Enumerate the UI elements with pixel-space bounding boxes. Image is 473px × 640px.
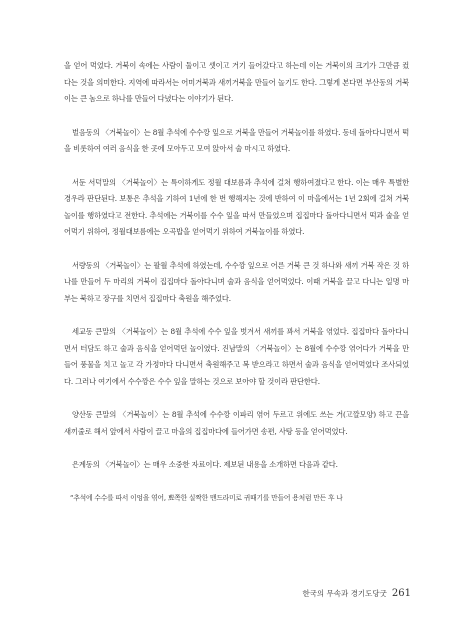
page-number: 261	[391, 588, 411, 599]
paragraph-2: 벌음동의 〈거북놀이〉는 8월 추석에 수수깡 잎으로 거북을 만들어 거북놀이를 하였다. 동네 돌아다니면서 떡을 비롯하여 여러 음식을 한 곳에 모아두고 모여 앉아서 술 마시고 하였다.	[64, 127, 409, 153]
page-footer	[302, 588, 411, 599]
paragraph-4: 서량동의 〈거북놀이〉는 팔월 추석에 하였는데, 수수깡 잎으로 어른 거북 큰 것 하나와 새끼 거북 작은 것 하나를 만들어 두 마리의 거북이 집집마다 돌아다니며 술과 음식을 얻어먹었다. 이때 거북을 끌고 다니는 일명 마부는 북하고 장구를 치면서 집집마다 축원을 해주었다.	[64, 260, 409, 303]
paragraph-3: 서둔 서덕말의 〈거북놀이〉는 특이하게도 정월 대보름과 추석에 걸쳐 행하여졌다고 한다. 이는 매우 특별한 경우라 판단된다. 보통은 추석을 기하여 1년에 한 번 행해지는 것에 반하여 이 마을에서는 1년 2회에 걸쳐 거북놀이를 행하였다고 전한다. 추석에는 거북이를 수수 잎을 따서 만들었으며 집집마다 돌아다니면서 떡과 술을 얻어먹기 위하여, 정월대보름에는 오곡밥을 얻어먹기 위하여 거북놀이를 하였다.	[64, 177, 409, 236]
paragraph-5: 세교동 큰말의 〈거북놀이〉는 8월 추석에 수수 잎을 벗겨서 새끼를 꽈서 거북을 엮었다. 집집마다 돌아다니면서 터담도 하고 술과 음식을 얻어먹던 놀이였다. 진남말의 〈거북놀이〉는 8월에 수수깡 엮어다가 거북을 만들어 풍물을 치고 놀고 각 가정마다 다니면서 축원해주고 복 받으라고 하면서 술과 음식을 얻어먹었다 조사되었다. 그러나 여기에서 수수깡은 수수 잎을 말하는 것으로 보아야 할 것이라 판단한다.	[64, 327, 409, 386]
paragraph-7: 은계동의 〈거북놀이〉는 매우 소중한 자료이다. 제보된 내용을 소개하면 다음과 같다.	[72, 460, 338, 469]
body-text	[64, 58, 409, 505]
quoted-testimony: “추석에 수수를 따서 이엉을 엮어, 뾰쪽한 실짝한 맨드라미로 귀때기를 만들어 용처럼 만든 후 나	[70, 493, 343, 502]
paragraph-1: 을 얻어 먹었다. 거북이 속에는 사람이 둘이고 셋이고 거기 들어갔다고 하는데 이는 거북이의 크기가 그만큼 컸다는 것을 의미한다. 지역에 따라서는 어미거북과 새끼거북을 만들어 놀기도 한다. 그렇게 본다면 부산동의 거북이는 큰 놈으로 하나를 만들어 다녔다는 이야기가 된다.	[64, 61, 409, 103]
paragraph-6: 양산동 큰말의 〈거북놀이〉는 8월 추석에 수수깡 이파리 엮어 두르고 위에도 쓰는 거(고깔모양) 하고 끈을 새끼줄로 해서 앞에서 사람이 끌고 마을의 집집마다에 들어가면 송편, 사탕 등을 얻어먹었다.	[64, 410, 409, 436]
footer-book-title: 한국의 무속과 경기도당굿	[302, 589, 387, 598]
